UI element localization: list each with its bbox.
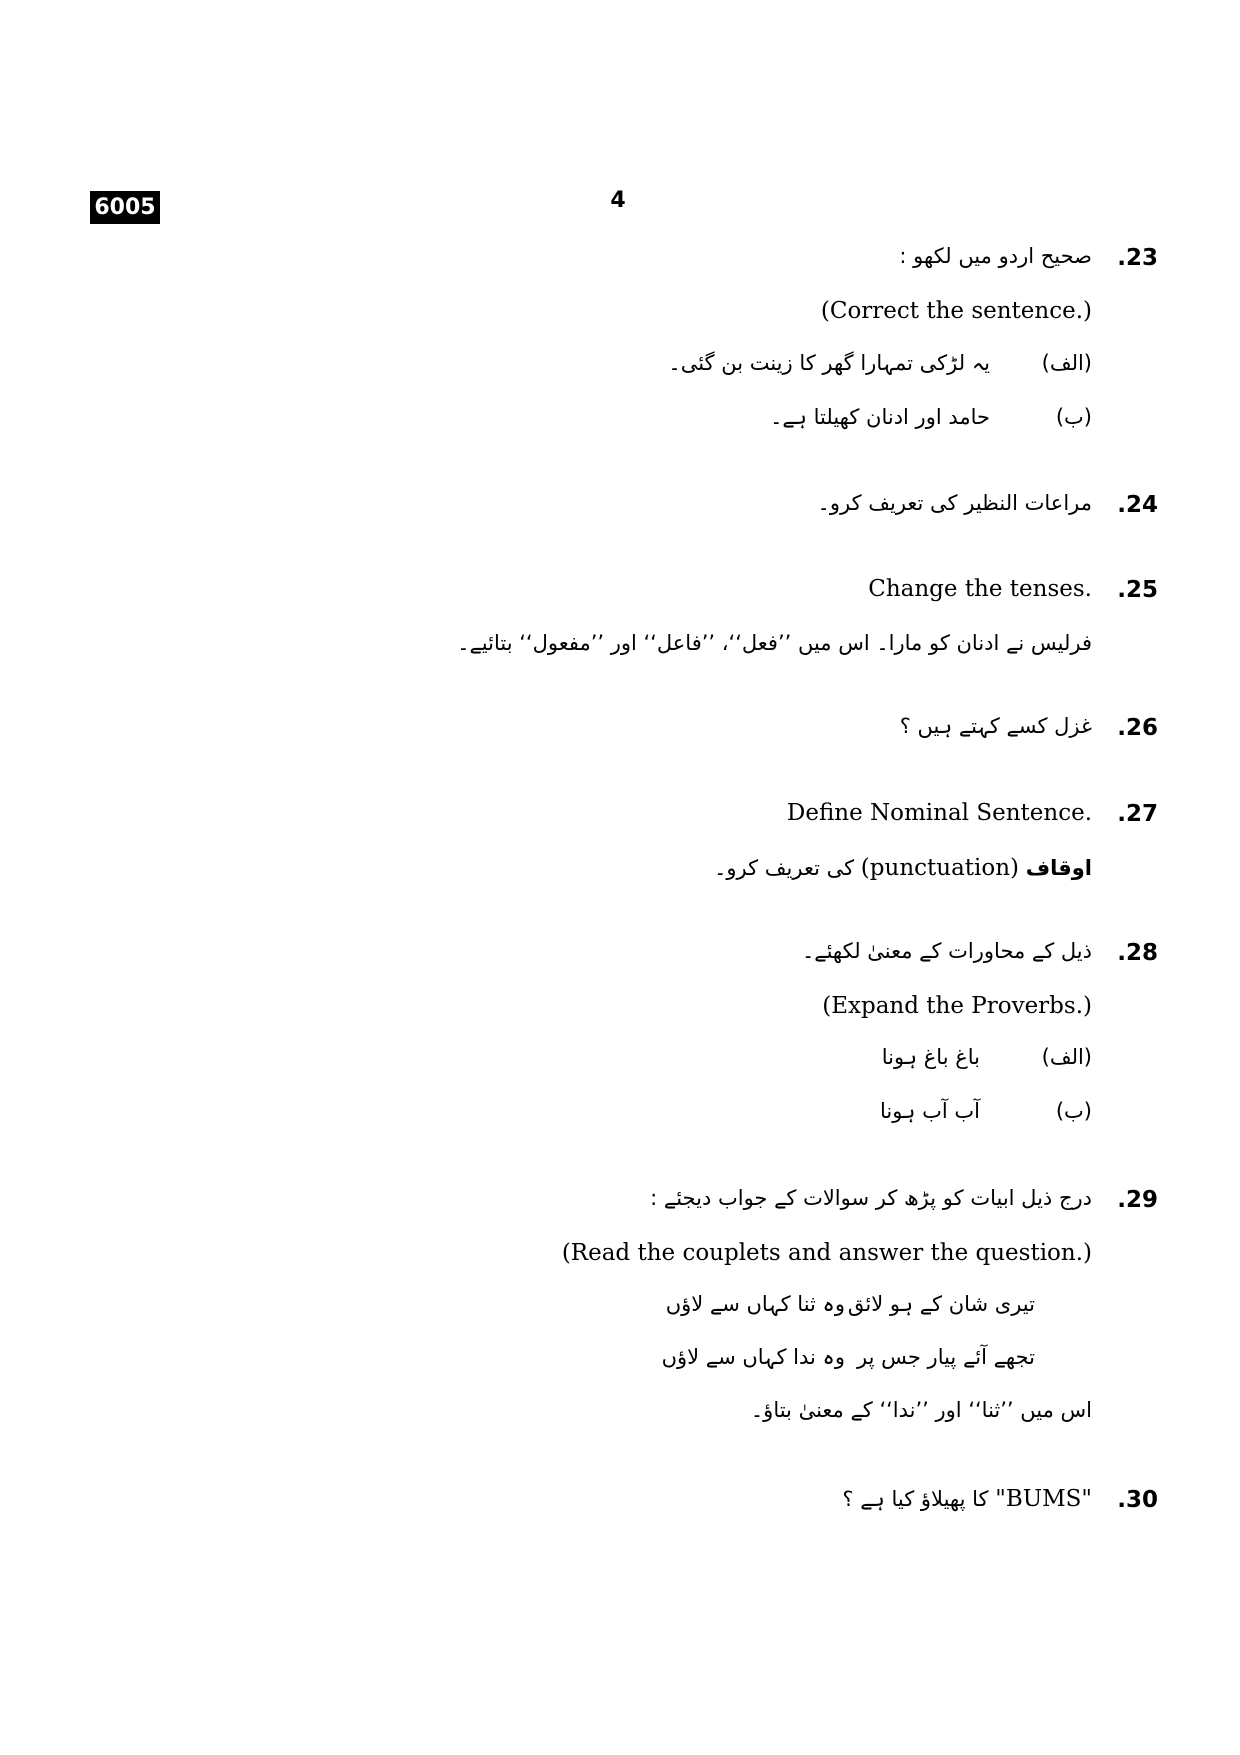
couplet-2-second-line: وہ ندا کہاں سے لاؤں [661, 1345, 845, 1369]
question-28-item-b-text: آب آب ہونا [880, 1099, 980, 1123]
question-25-sub: فرلیس نے ادنان کو مارا۔ اس میں ’’فعل‘‘، ’’فاعل‘‘ اور ’’مفعول‘‘ بتائیے۔ [457, 631, 1092, 655]
question-number-26: .26 [1117, 715, 1158, 741]
question-30-text [842, 1486, 1092, 1512]
question-29-question: اس میں ’’ثنا‘‘ اور ’’ندا‘‘ کے معنیٰ بتاؤ۔ [750, 1398, 1092, 1422]
question-23-item-a-label: (الف) [1041, 351, 1092, 375]
question-27-sub-english: (punctuation) [860, 855, 1020, 881]
question-30-english: "BUMS" [995, 1486, 1092, 1512]
question-number-25: .25 [1117, 577, 1158, 603]
question-23-subtitle: (Correct the sentence.) [820, 298, 1092, 324]
question-number-23: .23 [1117, 245, 1158, 271]
question-29-text: درج ذیل ابیات کو پڑھ کر سوالات کے جواب دیجئے : [650, 1186, 1092, 1210]
question-25-text: Change the tenses. [868, 576, 1092, 602]
question-28-text: ذیل کے محاورات کے معنیٰ لکھئے۔ [801, 939, 1092, 963]
question-28-item-b-label: (ب) [1055, 1099, 1092, 1123]
question-28-item-a-text: باغ باغ ہونا [881, 1045, 980, 1069]
question-27-sub-prefix: اوقاف [1025, 856, 1092, 880]
page-number: 4 [610, 188, 626, 213]
question-23-item-a-text: یہ لڑکی تمہارا گھر کا زینت بن گئی۔ [668, 351, 990, 375]
question-number-30: .30 [1117, 1487, 1158, 1513]
question-28-item-a-label: (الف) [1041, 1045, 1092, 1069]
question-number-24: .24 [1117, 492, 1158, 518]
question-24-text: مراعات النظیر کی تعریف کرو۔ [817, 491, 1092, 515]
question-23-text: صحیح اردو میں لکھو : [899, 244, 1092, 268]
question-27-sub [714, 855, 1092, 881]
question-30-urdu: کا پھیلاؤ کیا ہے ؟ [842, 1487, 989, 1511]
couplet-2-first-line: تجھے آئے پیار جس پر [857, 1345, 1035, 1369]
couplet-1-first-line: تیری شان کے ہو لائق [847, 1292, 1035, 1316]
paper-code-badge: 6005 [90, 191, 160, 224]
question-23-item-b-text: حامد اور ادنان کھیلتا ہے۔ [770, 405, 990, 429]
question-27-sub-suffix: کی تعریف کرو۔ [714, 856, 855, 880]
question-28-subtitle: (Expand the Proverbs.) [822, 993, 1092, 1019]
couplet-1-second-line: وہ ثنا کہاں سے لاؤں [665, 1292, 845, 1316]
question-29-subtitle: (Read the couplets and answer the question.) [561, 1240, 1092, 1266]
question-23-item-b-label: (ب) [1055, 405, 1092, 429]
question-number-29: .29 [1117, 1187, 1158, 1213]
question-number-27: .27 [1117, 801, 1158, 827]
question-26-text: غزل کسے کہتے ہیں ؟ [899, 714, 1092, 738]
question-27-text: Define Nominal Sentence. [786, 800, 1092, 826]
question-number-28: .28 [1117, 940, 1158, 966]
